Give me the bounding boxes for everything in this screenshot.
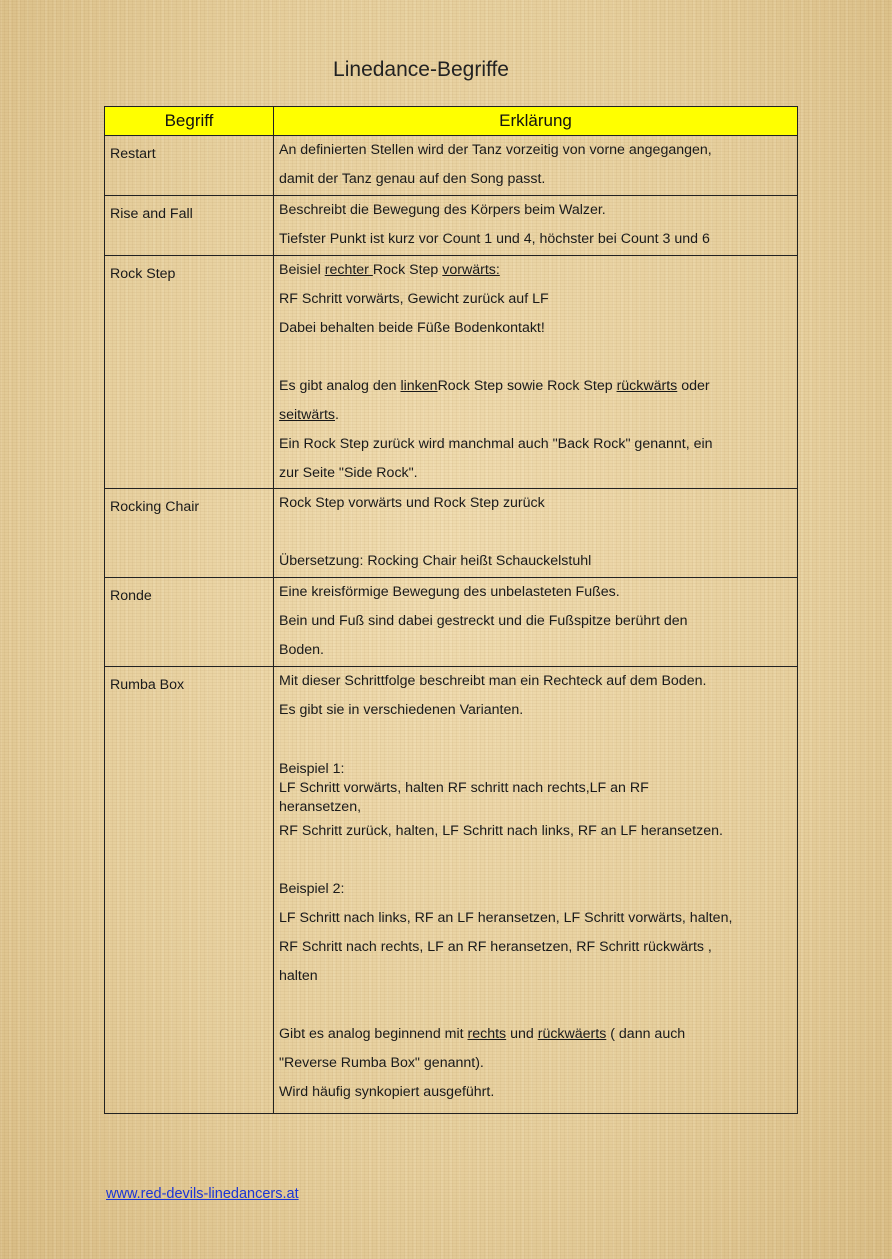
text-line: LF Schritt vorwärts, halten RF schritt nach rechts,LF an RF <box>279 780 649 796</box>
text-line: Tiefster Punkt ist kurz vor Count 1 und 4, höchster bei Count 3 und 6 <box>279 231 710 247</box>
text-line: Ein Rock Step zurück wird manchmal auch "Back Rock" genannt, ein <box>279 436 713 452</box>
definition-rocking-chair <box>274 489 798 578</box>
website-link[interactable]: www.red-devils-linedancers.at <box>106 1186 299 1202</box>
text-line: RF Schritt zurück, halten, LF Schritt nach links, RF an LF heransetzen. <box>279 823 723 839</box>
blank-line <box>279 846 792 875</box>
term-rocking-chair: Rocking Chair <box>105 489 274 578</box>
text-line: LF Schritt nach links, RF an LF heransetzen, LF Schritt vorwärts, halten, <box>279 910 733 926</box>
text-line: Wird häufig synkopiert ausgeführt. <box>279 1084 495 1100</box>
text-line: Mit dieser Schrittfolge beschreibt man ein Rechteck auf dem Boden. <box>279 673 707 689</box>
blank-line <box>279 725 792 754</box>
table-row-rise-and-fall <box>105 196 798 256</box>
text-line: Es gibt sie in verschiedenen Varianten. <box>279 702 524 718</box>
glossary-table <box>104 106 798 1114</box>
table-row-rumba-box <box>105 667 798 1114</box>
blank-line <box>279 343 792 372</box>
definition-restart <box>274 136 798 196</box>
text-line: halten <box>279 968 318 984</box>
text-line: "Reverse Rumba Box" genannt). <box>279 1055 484 1071</box>
definition-rock-step <box>274 256 798 489</box>
term-rise-and-fall: Rise and Fall <box>105 196 274 256</box>
table-row-rocking-chair <box>105 489 798 578</box>
column-header-begriff: Begriff <box>105 107 274 136</box>
text-line: RF Schritt nach rechts, LF an RF heransetzen, RF Schritt rückwärts , <box>279 939 712 955</box>
blank-line <box>279 518 792 547</box>
text-line: Beispiel 1: <box>279 761 345 777</box>
table-row-restart <box>105 136 798 196</box>
column-header-erklaerung: Erklärung <box>274 107 798 136</box>
text-line: heransetzen, <box>279 799 362 815</box>
text-line: Rock Step vorwärts und Rock Step zurück <box>279 495 545 511</box>
text-line: Gibt es analog beginnend mit rechts und rückwäerts ( dann auch <box>279 1026 686 1042</box>
text-line: Bein und Fuß sind dabei gestreckt und die Fußspitze berührt den <box>279 613 688 629</box>
term-restart: Restart <box>105 136 274 196</box>
text-line: Es gibt analog den linkenRock Step sowie Rock Step rückwärts oder <box>279 378 710 394</box>
text-line: Beisiel rechter Rock Step vorwärts: <box>279 262 500 278</box>
text-line: Beschreibt die Bewegung des Körpers beim Walzer. <box>279 202 606 218</box>
blank-line <box>279 991 792 1020</box>
text-line: An definierten Stellen wird der Tanz vorzeitig von vorne angegangen, <box>279 142 712 158</box>
text-line: zur Seite "Side Rock". <box>279 465 418 481</box>
term-rock-step: Rock Step <box>105 256 274 489</box>
definition-rise-and-fall <box>274 196 798 256</box>
text-line: Übersetzung: Rocking Chair heißt Schauckelstuhl <box>279 553 592 569</box>
text-line: seitwärts. <box>279 407 339 423</box>
table-row-rock-step <box>105 256 798 489</box>
table-row-ronde <box>105 578 798 667</box>
table-header-row <box>105 107 798 136</box>
text-line: Boden. <box>279 642 324 658</box>
term-ronde: Ronde <box>105 578 274 667</box>
text-line: Eine kreisförmige Bewegung des unbelasteten Fußes. <box>279 584 620 600</box>
page-title: Linedance-Begriffe <box>333 58 509 81</box>
text-line: Beispiel 2: <box>279 881 345 897</box>
definition-ronde <box>274 578 798 667</box>
definition-rumba-box <box>274 667 798 1114</box>
term-rumba-box: Rumba Box <box>105 667 274 1114</box>
text-line: damit der Tanz genau auf den Song passt. <box>279 171 546 187</box>
text-line: Dabei behalten beide Füße Bodenkontakt! <box>279 320 545 336</box>
text-line: RF Schritt vorwärts, Gewicht zurück auf LF <box>279 291 549 307</box>
